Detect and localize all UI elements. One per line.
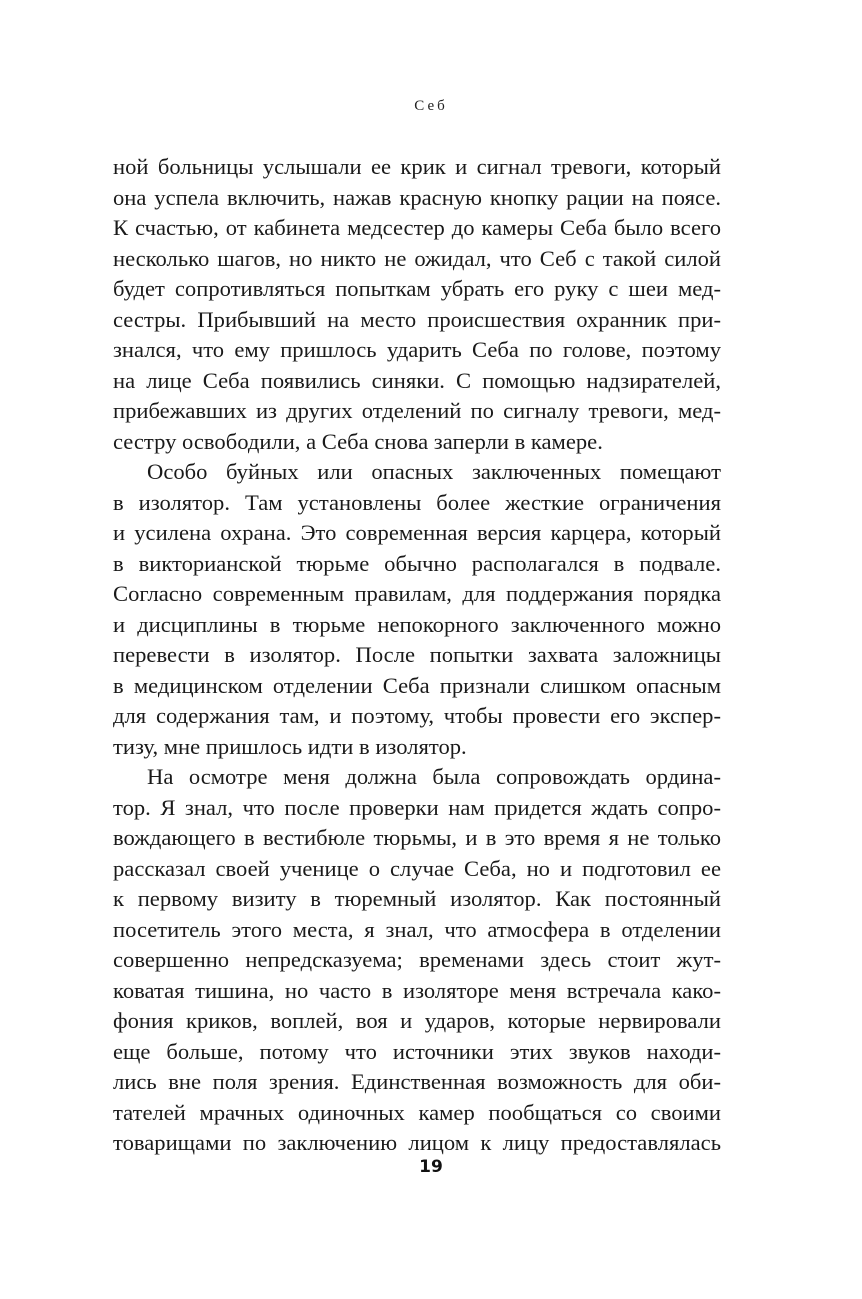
- text-line: вождающего в вестибюле тюрьмы, и в это время я не только: [113, 825, 721, 850]
- body-text: [113, 152, 721, 1159]
- page-number: 19: [419, 1157, 443, 1177]
- text-line: в изолятор. Там установлены более жесткие ограничения: [113, 489, 721, 515]
- text-line: Согласно современным правилам, для поддержания порядка: [113, 581, 721, 606]
- running-head: Себ: [414, 98, 448, 114]
- text-line: Особо буйных или опасных заключенных помещают: [147, 459, 721, 484]
- text-line: рассказал своей ученице о случае Себа, но и подготовил ее: [113, 855, 721, 881]
- text-line: на лице Себа появились синяки. С помощью надзирателей,: [113, 367, 721, 393]
- text-line: тателей мрачных одиночных камер пообщаться со своими: [113, 1099, 721, 1125]
- text-line: На осмотре меня должна была сопровождать ордина-: [147, 764, 721, 789]
- text-line: сестру освободили, а Себа снова заперли в камере.: [113, 428, 603, 454]
- text-line: в викторианской тюрьме обычно располагался в подвале.: [113, 550, 721, 576]
- text-line: к первому визиту в тюремный изолятор. Как постоянный: [113, 886, 721, 911]
- text-line: будет сопротивляться попыткам убрать его руку с шеи мед-: [113, 276, 721, 301]
- text-line: и дисциплины в тюрьме непокорного заключенного можно: [113, 611, 721, 637]
- text-line: посетитель этого места, я знал, что атмосфера в отделении: [113, 916, 721, 942]
- text-line: К счастью, от кабинета медсестер до камеры Себа было всего: [113, 215, 721, 240]
- text-line: для содержания там, и поэтому, чтобы провести его экспер-: [113, 703, 721, 728]
- text-line: прибежавших из других отделений по сигналу тревоги, мед-: [113, 398, 721, 423]
- text-line: и усилена охрана. Это современная версия карцера, который: [113, 520, 721, 545]
- text-line: совершенно непредсказуема; временами здесь стоит жут-: [113, 947, 721, 972]
- text-line: ной больницы услышали ее крик и сигнал тревоги, который: [113, 154, 721, 179]
- text-line: фония криков, воплей, воя и ударов, которые нервировали: [113, 1008, 721, 1033]
- text-line: сестры. Прибывший на место происшествия охранник при-: [113, 306, 721, 332]
- text-line: перевести в изолятор. После попытки захвата заложницы: [113, 642, 721, 667]
- text-line: знался, что ему пришлось ударить Себа по голове, поэтому: [113, 337, 721, 362]
- text-line: тизу, мне пришлось идти в изолятор.: [113, 733, 467, 759]
- text-line: тор. Я знал, что после проверки нам придется ждать сопро-: [113, 794, 721, 820]
- text-line: коватая тишина, но часто в изоляторе меня встречала како-: [113, 977, 721, 1003]
- text-line: она успела включить, нажав красную кнопку рации на поясе.: [113, 184, 721, 210]
- text-line: товарищами по заключению лицом к лицу предоставлялась: [113, 1130, 721, 1155]
- text-line: лись вне поля зрения. Единственная возможность для оби-: [113, 1069, 721, 1094]
- text-line: в медицинском отделении Себа признали слишком опасным: [113, 672, 721, 698]
- text-line: несколько шагов, но никто не ожидал, что Себ с такой силой: [113, 245, 721, 271]
- text-line: еще больше, потому что источники этих звуков находи-: [113, 1038, 721, 1064]
